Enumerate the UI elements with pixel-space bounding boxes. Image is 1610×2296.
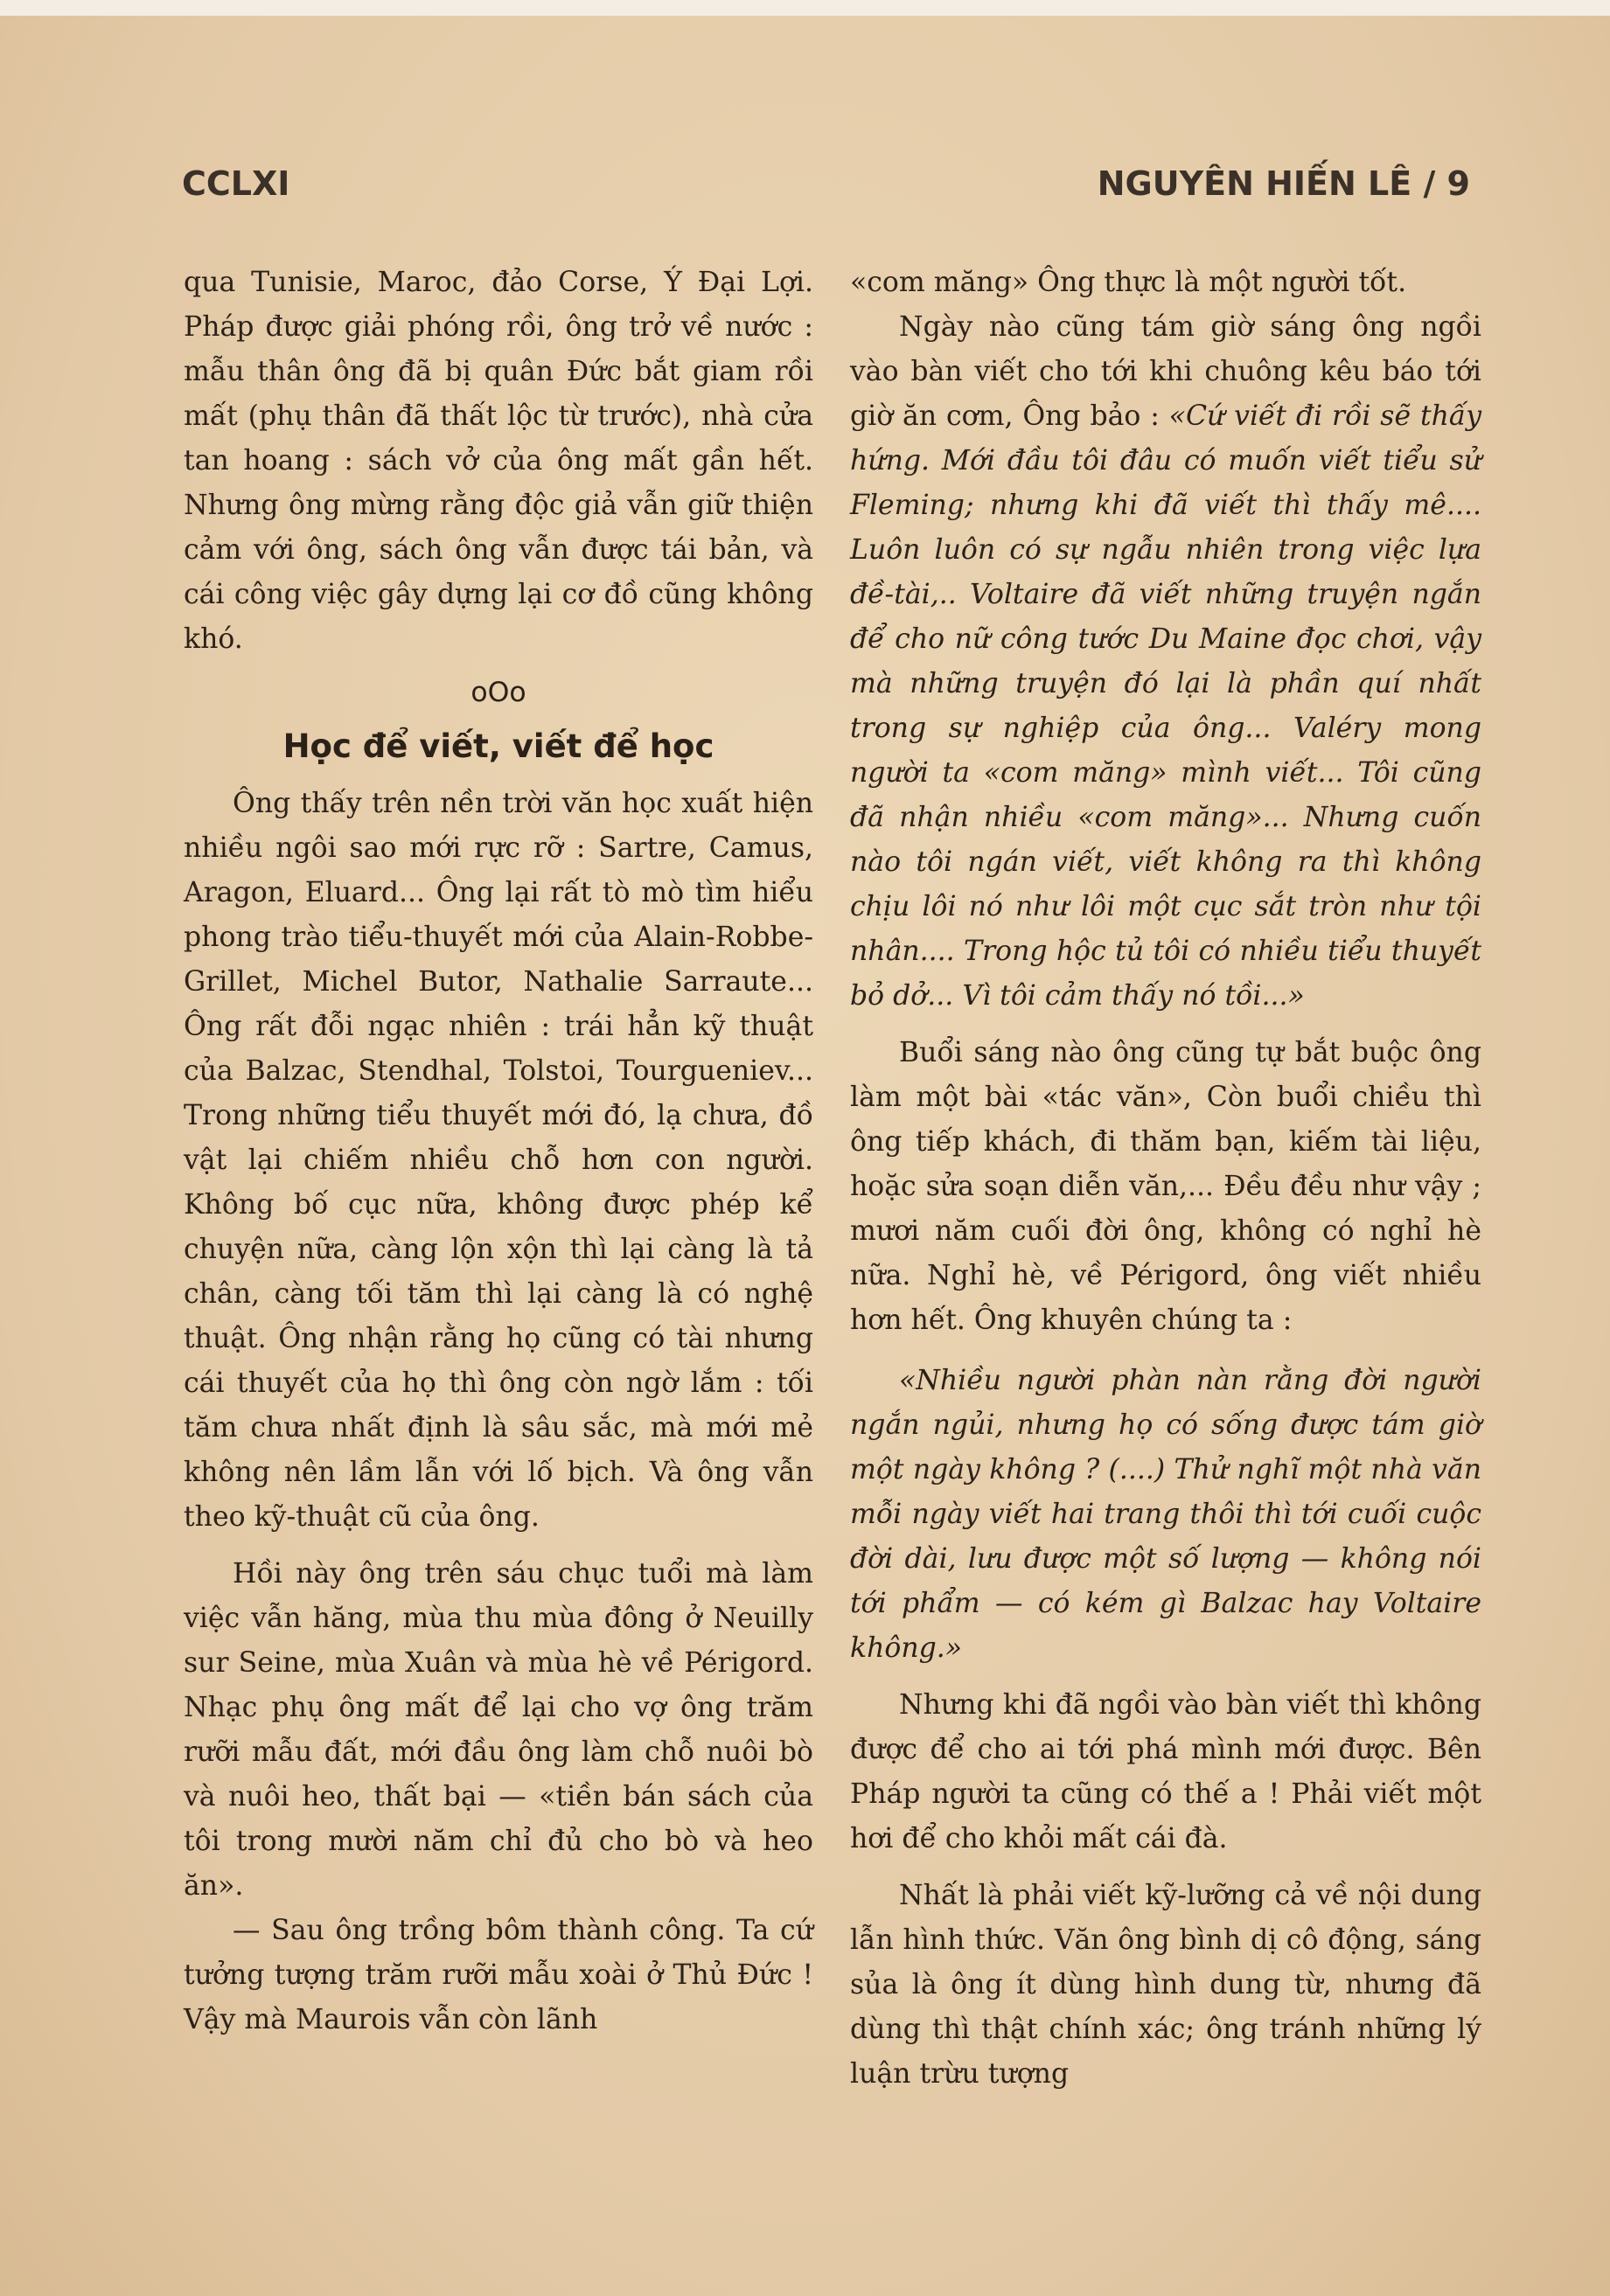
- section-separator: oOo: [470, 677, 526, 708]
- paragraph: qua Tunisie, Maroc, đảo Corse, Ý Đại Lợi. Pháp được giải phóng rồi, ông trở về nước : mẫu thân ông đã bị quân Đức bắt giam rồi mất (phụ thân đã thất lộc từ trước), nhà cửa tan hoang : sách vở của ông mất gần hết. Nhưng ông mừng rằng độc giả vẫn giữ thiện cảm với ông, sách ông vẫn được tái bản, và cái công việc gây dựng lại cơ đồ cũng không khó.: [184, 267, 813, 655]
- page-top-edge: [0, 0, 1610, 16]
- paragraph: «com măng» Ông thực là một người tốt.: [850, 267, 1407, 298]
- page-header: [182, 162, 1470, 205]
- paragraph: Ông thấy trên nền trời văn học xuất hiện nhiều ngôi sao mới rực rỡ : Sartre, Camus, Aragon, Eluard... Ông lại rất tò mò tìm hiểu phong trào tiểu-thuyết mới của Alain-Robbe-Grillet, Michel Butor, Nathalie Sarraute... Ông rất đỗi ngạc nhiên : trái hẳn kỹ thuật của Balzac, Stendhal, Tolstoi, Tourgueniev... Trong những tiểu thuyết mới đó, lạ chưa, đồ vật lại chiếm nhiều chỗ hơn con người. Không bố cục nữa, không được phép kể chuyện nữa, càng lộn xộn thì lại càng là tả chân, càng tối tăm thì lại càng là có nghệ thuật. Ông nhận rằng họ cũng có tài nhưng cái thuyết của họ thì ông còn ngờ lắm : tối tăm chưa nhất định là sâu sắc, mà mới mẻ không nên lầm lẫn với lố bịch. Và ông vẫn theo kỹ-thuật cũ của ông.: [184, 788, 813, 1533]
- block-quotation: «Nhiều người phàn nàn rằng đời người ngắn ngủi, nhưng họ có sống được tám giờ một ngày không ? (....) Thử nghĩ một nhà văn mỗi ngày viết hai trang thôi thì tới cuối cuộc đời dài, lưu được một số lượng — không nói tới phẩm — có kém gì Balzac hay Voltaire không.»: [850, 1365, 1481, 1664]
- paragraph-intro: Ngày nào cũng tám giờ sáng ông ngồi vào bàn viết cho tới khi chuông kêu báo tới giờ ăn cơm, Ông bảo :: [850, 311, 1481, 432]
- paragraph: Hồi này ông trên sáu chục tuổi mà làm việc vẫn hăng, mùa thu mùa đông ở Neuilly sur Seine, mùa Xuân và mùa hè về Périgord. Nhạc phụ ông mất để lại cho vợ ông trăm rưỡi mẫu đất, mới đầu ông làm chỗ nuôi bò và nuôi heo, thất bại — «tiền bán sách của tôi trong mười năm chỉ đủ cho bò và heo ăn».: [184, 1558, 813, 1902]
- paragraph: — Sau ông trồng bôm thành công. Ta cứ tưởng tượng trăm rưỡi mẫu xoài ở Thủ Đức ! Vậy mà Maurois vẫn còn lãnh: [184, 1915, 813, 2035]
- paragraph: [850, 305, 1481, 1019]
- chapter-number: CCLXI: [182, 164, 290, 203]
- paragraph: Nhất là phải viết kỹ-lưỡng cả về nội dung lẫn hình thức. Văn ông bình dị cô động, sáng sủa là ông ít dùng hình dung từ, nhưng đã dùng thì thật chính xác; ông tránh những lý luận trừu tượng: [850, 1880, 1481, 2090]
- paragraph: Nhưng khi đã ngồi vào bàn viết thì không được để cho ai tới phá mình mới được. Bên Pháp người ta cũng có thế a ! Phải viết một hơi để cho khỏi mất cái đà.: [850, 1689, 1481, 1854]
- running-head: NGUYÊN HIẾN LÊ / 9: [1097, 164, 1470, 203]
- section-title: Học để viết, viết để học: [282, 727, 714, 765]
- left-column: [184, 261, 813, 2042]
- paragraph: Buổi sáng nào ông cũng tự bắt buộc ông làm một bài «tác văn», Còn buổi chiều thì ông tiếp khách, đi thăm bạn, kiếm tài liệu, hoặc sửa soạn diễn văn,... Đều đều như vậy ; mươi năm cuối đời ông, không có nghỉ hè nữa. Nghỉ hè, về Périgord, ông viết nhiều hơn hết. Ông khuyên chúng ta :: [850, 1037, 1481, 1336]
- italic-quotation: «Cứ viết đi rồi sẽ thấy hứng. Mới đầu tôi đâu có muốn viết tiểu sử Fleming; nhưng khi đã viết thì thấy mê.... Luôn luôn có sự ngẫu nhiên trong việc lựa đề-tài,.. Voltaire đã viết những truyện ngắn để cho nữ công tước Du Maine đọc chơi, vậy mà những truyện đó lại là phần quí nhất trong sự nghiệp của ông... Valéry mong người ta «com măng» mình viết... Tôi cũng đã nhận nhiều «com măng»... Nhưng cuốn nào tôi ngán viết, viết không ra thì không chịu lôi nó như lôi một cục sắt tròn như tội nhân.... Trong hộc tủ tôi có nhiều tiểu thuyết bỏ dở... Vì tôi cảm thấy nó tồi...»: [850, 400, 1481, 1012]
- right-column: [850, 261, 1481, 2097]
